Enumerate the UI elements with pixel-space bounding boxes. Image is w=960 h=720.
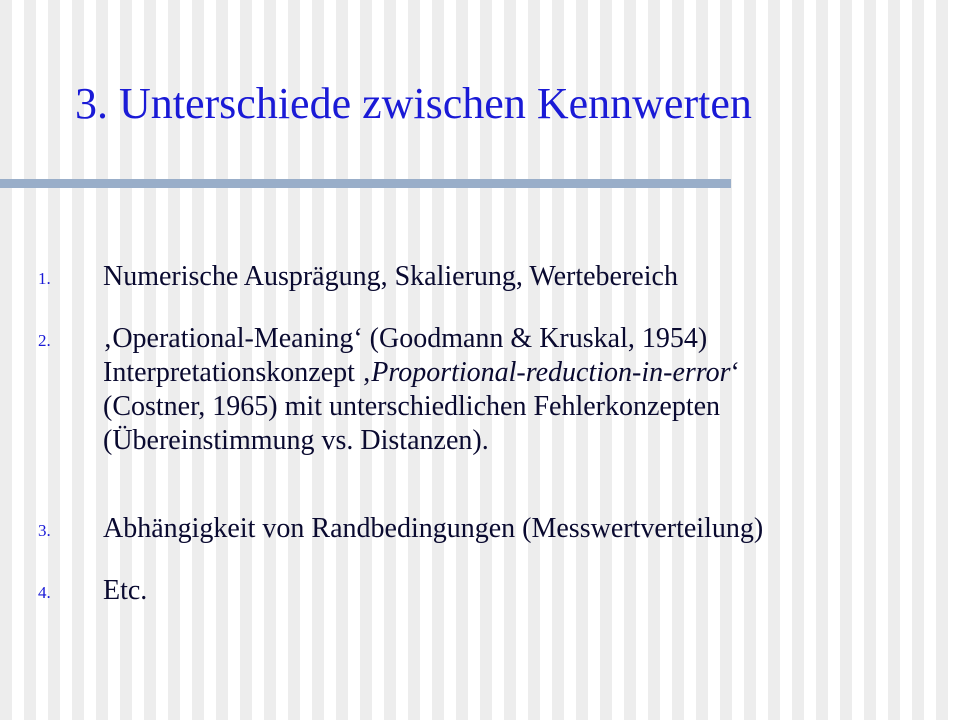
list-item-line: Numerische Ausprägung, Skalierung, Wertebereich (103, 261, 678, 292)
list-item-number: 3. (38, 521, 51, 540)
italic-term: Proportional-reduction-in-error (371, 357, 731, 388)
list-item-number: 2. (38, 331, 51, 350)
list-item-line: (Costner, 1965) mit unterschiedlichen Fehlerkonzepten (103, 391, 721, 422)
list-item-number: 1. (38, 269, 51, 288)
list-item-text (103, 512, 933, 546)
list-item-line: Etc. (103, 575, 148, 606)
line-prefix: Interpretationskonzept ‚ (103, 357, 372, 388)
title-underline-rule (0, 179, 731, 188)
line-suffix: ‘ (730, 357, 740, 388)
slide-title: 3. Unterschiede zwischen Kennwerten (75, 79, 752, 128)
list-item-text (103, 322, 933, 458)
list-item-text (103, 574, 933, 608)
list-item-line: ‚Operational-Meaning‘ (Goodmann & Kruskal, 1954) (103, 323, 708, 354)
list-item-line: Abhängigkeit von Randbedingungen (Messwertverteilung) (103, 513, 764, 544)
list-item-number: 4. (38, 583, 51, 602)
list-item-text (103, 260, 933, 294)
list-item-line: (Übereinstimmung vs. Distanzen). (103, 425, 489, 456)
list-item-line (103, 356, 933, 390)
